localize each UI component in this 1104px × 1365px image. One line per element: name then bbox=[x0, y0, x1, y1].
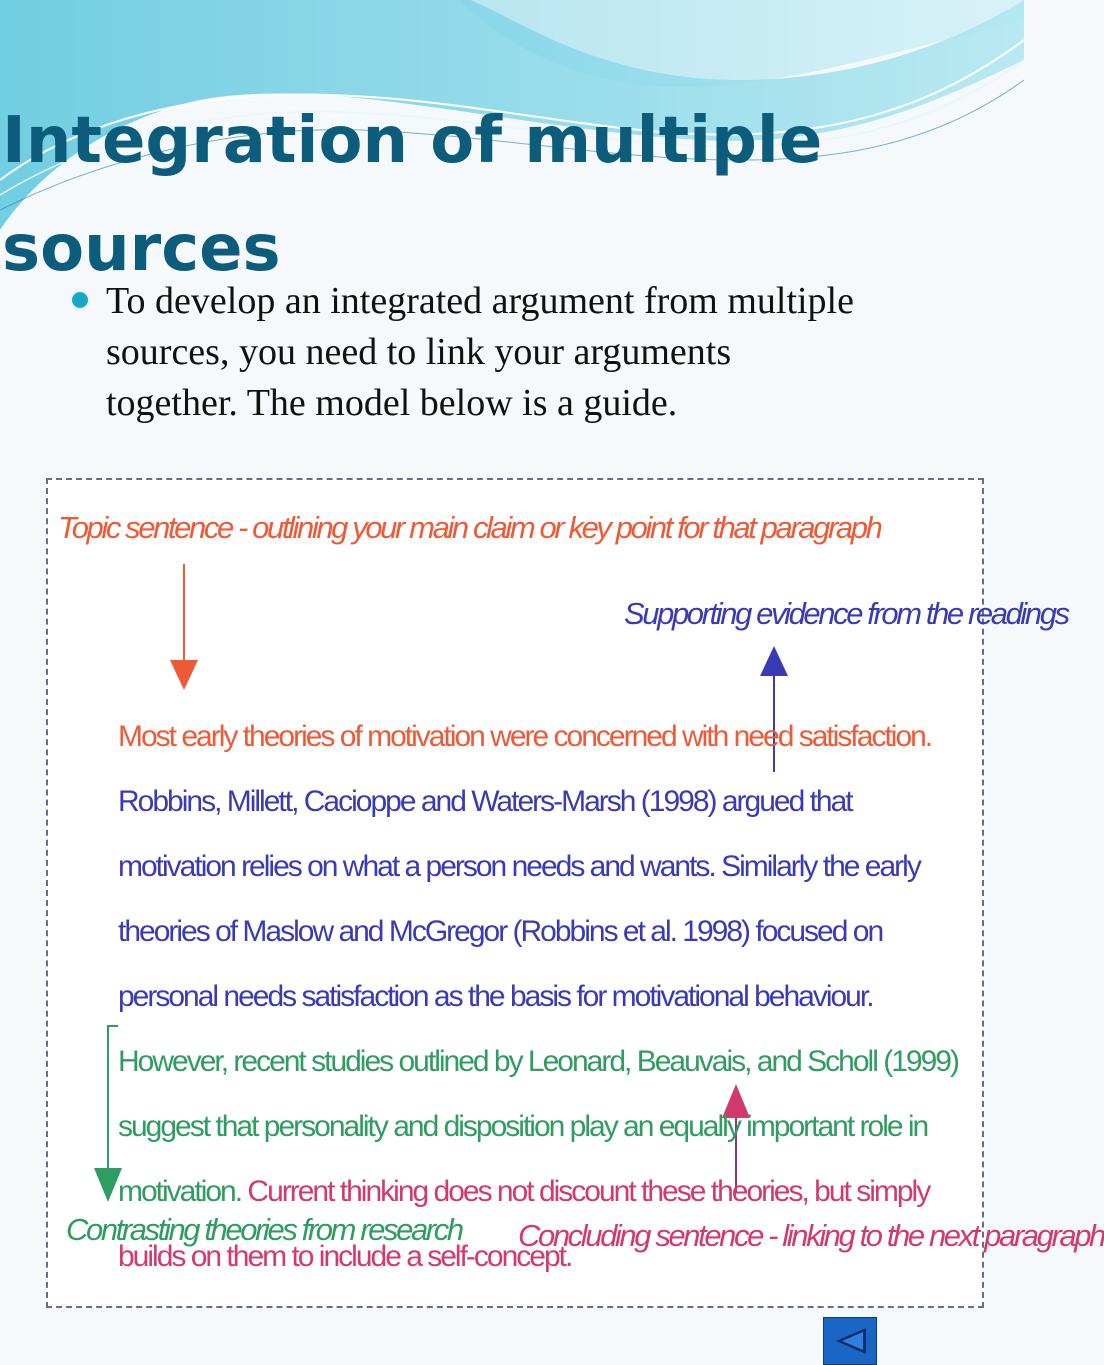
slide-title: Integration of multiple sources bbox=[2, 104, 823, 286]
sample-paragraph bbox=[118, 704, 958, 1289]
concluding-sentence: Current thinking does not discount these theories, but simply builds on them to include a self-concept. bbox=[118, 1175, 930, 1273]
paragraph-model-figure bbox=[46, 478, 1104, 1308]
bullet-point bbox=[72, 276, 872, 429]
topic-sentence: Most early theories of motivation were concerned with need satisfaction. bbox=[118, 720, 932, 753]
bullet-text: To develop an integrated argument from multiple sources, you need to link your arguments together. The model below is a guide. bbox=[106, 280, 854, 424]
contrast-sentence: However, recent studies outlined by Leonard, Beauvais, and Scholl (1999) suggest that personality and disposition play an equally important role in motivation. bbox=[118, 1045, 958, 1208]
topic-label: Topic sentence - outlining your main claim or key point for that paragraph bbox=[58, 510, 881, 545]
bullet-dot-icon bbox=[72, 292, 88, 308]
topic-arrow-icon bbox=[170, 660, 198, 690]
concluding-label: Concluding sentence - linking to the next paragraph bbox=[518, 1218, 1104, 1253]
evidence-label: Supporting evidence from the readings bbox=[624, 596, 1068, 631]
evidence-arrow-icon bbox=[760, 646, 788, 676]
evidence-sentences: Robbins, Millett, Cacioppe and Waters-Marsh (1998) argued that motivation relies on what a person needs and wants. Similarly the early theories of Maslow and McGregor (Robbins et al. 1998) focused on personal needs satisfaction as the basis for motivational behaviour. bbox=[118, 785, 920, 1013]
contrast-label: Contrasting theories from research bbox=[66, 1212, 462, 1247]
back-arrow-icon bbox=[834, 1326, 868, 1356]
previous-slide-button[interactable] bbox=[823, 1317, 877, 1365]
